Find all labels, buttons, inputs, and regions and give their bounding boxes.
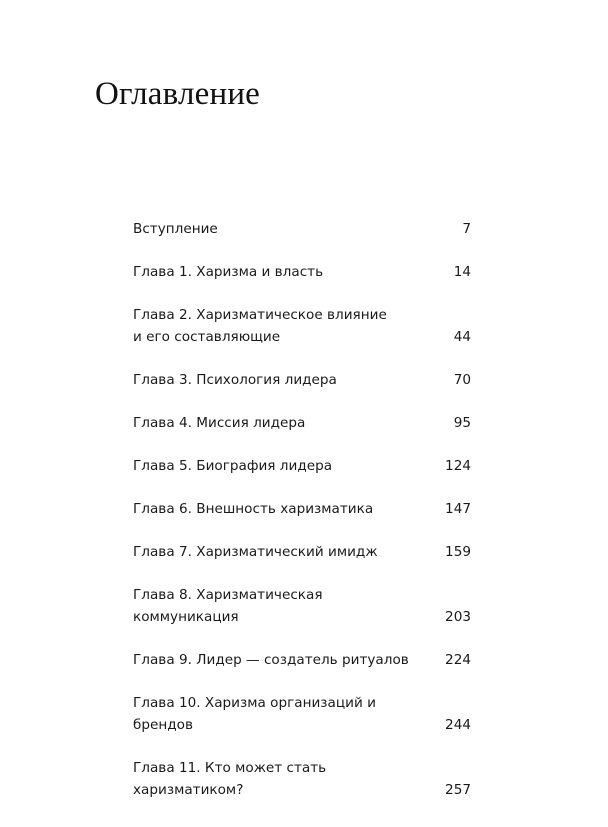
toc-entry-chapter-8 bbox=[133, 584, 471, 628]
toc-entry-title: Глава 9. Лидер — создатель ритуалов bbox=[133, 652, 409, 668]
toc-entry-chapter-5 bbox=[133, 455, 471, 477]
toc-entry-chapter-3 bbox=[133, 369, 471, 391]
toc-entry-page: 124 bbox=[445, 458, 471, 474]
toc-entry-page: 7 bbox=[462, 221, 471, 237]
toc-entry-page: 14 bbox=[453, 264, 471, 280]
toc-entry-title: Глава 6. Внешность харизматика bbox=[133, 501, 374, 517]
toc-entry-chapter-10 bbox=[133, 692, 471, 736]
page-title: Оглавление bbox=[95, 76, 261, 112]
toc-entry-page: 224 bbox=[445, 652, 471, 668]
toc-entry-page: 147 bbox=[445, 501, 471, 517]
toc-entry-page: 159 bbox=[445, 544, 471, 560]
toc-entry-page: 244 bbox=[445, 717, 471, 733]
toc-entry-title: Глава 8. Харизматическая коммуникация bbox=[133, 587, 323, 625]
table-of-contents bbox=[133, 218, 471, 822]
toc-entry-title: Глава 2. Харизматическое влияние bbox=[133, 307, 387, 323]
toc-entry-page: 203 bbox=[445, 609, 471, 625]
toc-entry-title: Глава 4. Миссия лидера bbox=[133, 415, 306, 431]
toc-entry-chapter-1 bbox=[133, 261, 471, 283]
toc-entry-chapter-6 bbox=[133, 498, 471, 520]
toc-entry-title: Глава 1. Харизма и власть bbox=[133, 264, 324, 280]
toc-entry-chapter-4 bbox=[133, 412, 471, 434]
toc-entry-title: Глава 10. Харизма организаций и брендов bbox=[133, 695, 376, 733]
toc-entry-page: 44 bbox=[453, 329, 471, 345]
toc-entry-page: 95 bbox=[453, 415, 471, 431]
toc-entry-introduction bbox=[133, 218, 471, 240]
toc-entry-title: Глава 7. Харизматический имидж bbox=[133, 544, 378, 560]
toc-entry-chapter-2 bbox=[133, 304, 471, 348]
toc-entry-title: Глава 5. Биография лидера bbox=[133, 458, 333, 474]
toc-entry-chapter-11 bbox=[133, 757, 471, 801]
toc-entry-title: Глава 11. Кто может стать харизматиком? bbox=[133, 760, 327, 798]
toc-entry-title: Глава 3. Психология лидера bbox=[133, 372, 337, 388]
toc-entry-title-continued: и его составляющие bbox=[133, 329, 281, 345]
toc-entry-title: Вступление bbox=[133, 221, 218, 237]
toc-entry-chapter-9 bbox=[133, 649, 471, 671]
toc-entry-page: 257 bbox=[445, 782, 471, 798]
toc-entry-chapter-7 bbox=[133, 541, 471, 563]
toc-entry-page: 70 bbox=[453, 372, 471, 388]
